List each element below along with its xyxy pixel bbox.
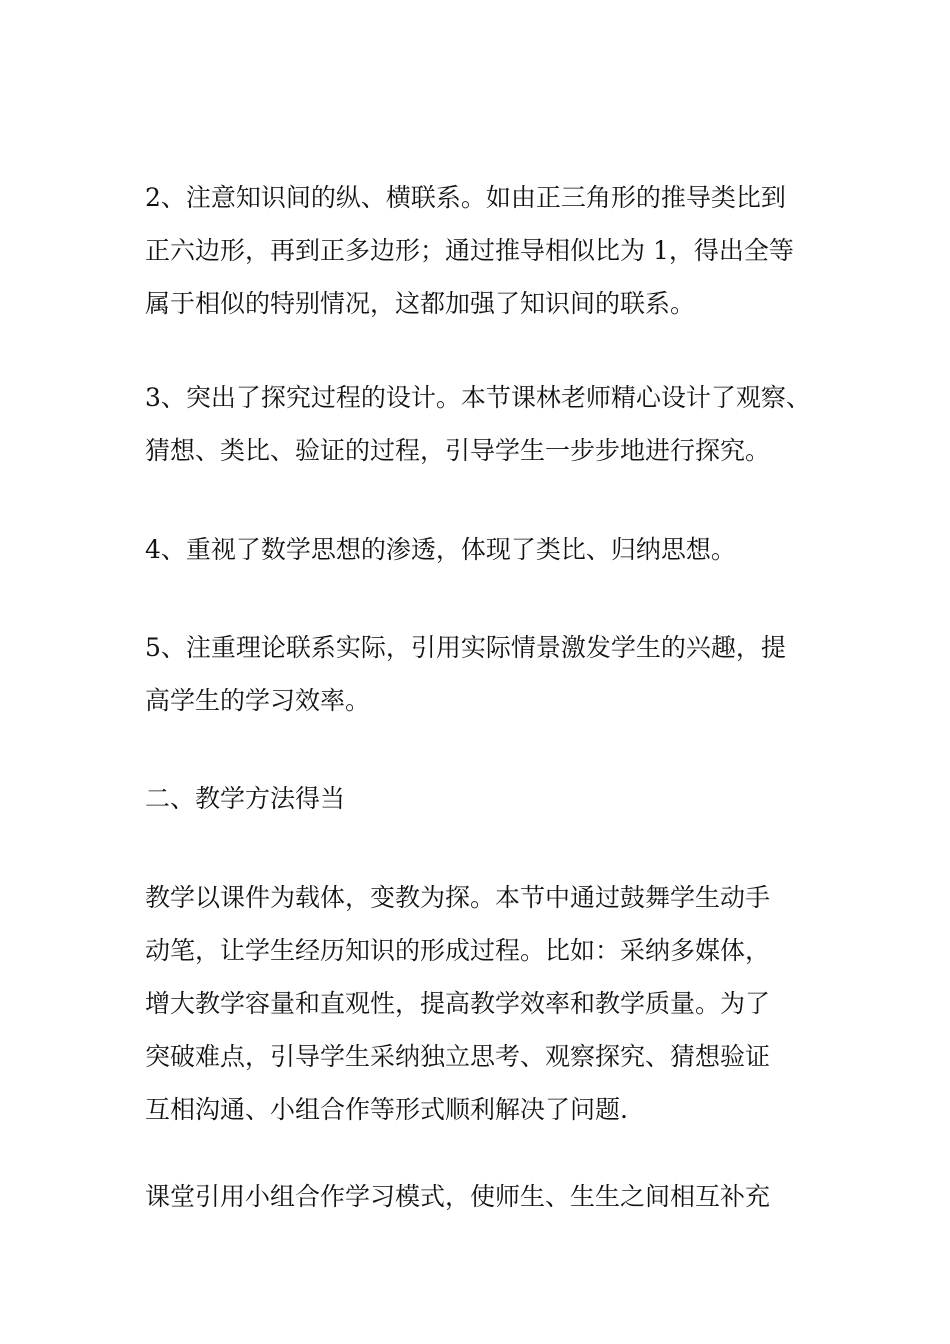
text-line: 3、突出了探究过程的设计。本节课林老师精心设计了观察、 [145, 383, 811, 412]
text-line: 动笔，让学生经历知识的形成过程。比如：采纳多媒体， [145, 936, 771, 965]
text-line: 2、注意知识间的纵、横联系。如由正三角形的推导类比到 [145, 183, 786, 212]
paragraph-group-cooperation [145, 1170, 845, 1223]
text-line: 正六边形，再到正多边形；通过推导相似比为 1，得出全等 [145, 236, 794, 265]
paragraph-point-4 [145, 523, 845, 576]
text-line: 突破难点，引导学生采纳独立思考、观察探究、猜想验证 [145, 1042, 771, 1071]
paragraph-point-3 [145, 371, 845, 477]
text-line: 5、注重理论联系实际，引用实际情景激发学生的兴趣，提 [145, 633, 786, 662]
paragraph-point-5 [145, 621, 845, 727]
text-line: 猜想、类比、验证的过程，引导学生一步步地进行探究。 [145, 436, 771, 465]
paragraph-teaching-method [145, 871, 845, 1136]
section-heading [145, 772, 845, 825]
paragraph-point-2 [145, 171, 845, 330]
text-line: 高学生的学习效率。 [145, 686, 371, 715]
text-line: 互相沟通、小组合作等形式顺利解决了问题. [145, 1095, 628, 1124]
text-line: 课堂引用小组合作学习模式，使师生、生生之间相互补充 [145, 1182, 771, 1211]
text-line: 4、重视了数学思想的渗透，体现了类比、归纳思想。 [145, 535, 736, 564]
text-line: 增大教学容量和直观性，提高教学效率和教学质量。为了 [145, 989, 771, 1018]
heading-text: 二、教学方法得当 [145, 784, 346, 813]
text-line: 教学以课件为载体，变教为探。本节中通过鼓舞学生动手 [145, 883, 771, 912]
text-line: 属于相似的特别情况，这都加强了知识间的联系。 [145, 289, 696, 318]
